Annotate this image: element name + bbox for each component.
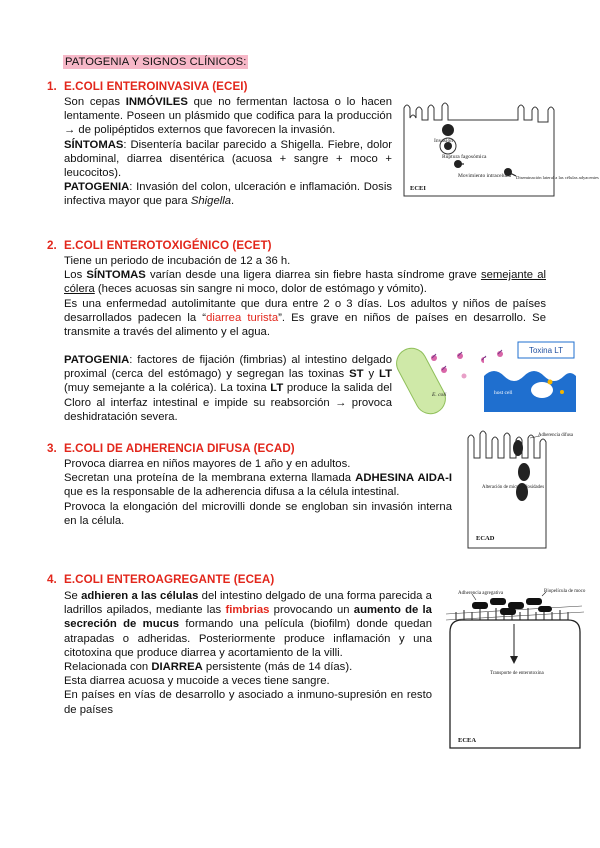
ecet-figure (404, 336, 576, 412)
section-1-number: 1. (47, 80, 57, 93)
ecea-label-biopelicula: Biopelícula de moco (544, 589, 586, 594)
section-3-title: E.COLI DE ADHERENCIA DIFUSA (ECAD) (64, 442, 295, 455)
section-4-title: E.COLI ENTEROAGREGANTE (ECEA) (64, 573, 275, 586)
ecea-label-adherencia: Adherencia agregativa (458, 591, 504, 596)
s1-paragraph-2: SÍNTOMAS: Disentería bacilar parecido a Shigella. Fiebre, dolor abdominal, diarrea disentérica (acuosa + sangre + moco + leucocitos). (64, 138, 392, 180)
s3-paragraph-3: Provoca la elongación del microvilli donde se engloban sin invasión interna en la célula. (64, 500, 452, 527)
ecei-label-movimiento: Movimiento intracelular (458, 173, 512, 179)
s2-paragraph-2: Los SÍNTOMAS varían desde una ligera diarrea sin fiebre hasta síndrome grave semejante al cólera (heces acuosas sin sangre ni moco, dolor de estómago y vómito). (64, 269, 546, 296)
section-1-title: E.COLI ENTEROINVASIVA (ECEI) (64, 80, 248, 93)
s3-paragraph-2: Secretan una proteína de la membrana externa llamada ADHESINA AIDA-I que es la responsable de la adherencia difusa a la célula intestinal. (64, 472, 452, 499)
section-4-body (64, 589, 432, 717)
s1-paragraph-3: PATOGENIA: Invasión del colon, ulceración e inflamación. Dosis infectiva mayor que para Shigella. (64, 181, 392, 208)
s4-paragraph-4: En países en vías de desarrollo y asociado a inmuno-supresión en resto de países (64, 689, 432, 716)
section-4-number: 4. (47, 573, 57, 586)
section-2-heading (47, 239, 272, 252)
ecei-label-invasion: Invasión (434, 138, 453, 144)
s2-paragraph-1: Tiene un periodo de incubación de 12 a 36 h. (64, 255, 291, 267)
ecea-label-transporte: Transporte de enterotoxina (490, 671, 544, 676)
s3-paragraph-1: Provoca diarrea en niños mayores de 1 año y en adultos. (64, 458, 351, 470)
ecea-figure (442, 584, 588, 754)
ecad-label-alteracion: Alteración de microvellosidades (482, 485, 545, 490)
s1-paragraph-1: Son cepas INMÓVILES que no fermentan lactosa o lo hacen lentamente. Poseen un plásmido que codifica para la producción → de polipéptidos externos que favorecen la invasión. (64, 96, 392, 137)
s4-paragraph-2: Relacionada con DIARREA persistente (más de 14 días). (64, 661, 353, 674)
ecad-label-adherencia: Adherencia difusa (538, 433, 574, 438)
ecei-figure (398, 100, 599, 200)
ecea-tag: ECEA (458, 737, 477, 744)
section-1-body (64, 95, 392, 209)
ecet-label-host: host cell (494, 390, 513, 396)
ecet-label-toxina: Toxina LT (528, 346, 564, 355)
ecei-tag: ECEI (410, 185, 426, 192)
ecet-label-ecoli: E. coli (432, 392, 447, 398)
page-title: PATOGENIA Y SIGNOS CLÍNICOS: (65, 56, 247, 68)
s4-paragraph-3: Esta diarrea acuosa y mucoide a veces tiene sangre. (64, 675, 330, 688)
section-2-body (64, 254, 546, 339)
section-4-heading (47, 573, 274, 586)
section-2-title: E.COLI ENTEROTOXIGÉNICO (ECET) (64, 239, 272, 252)
section-1-heading (47, 80, 248, 93)
section-3-heading (47, 442, 295, 455)
section-3-body (64, 457, 452, 528)
ecei-label-diseminacion: Diseminación lateral a las células adyacentes (516, 175, 599, 180)
section-2-patogenia: PATOGENIA: factores de fijación (fimbrias) al intestino delgado proximal (cerca del estómago) y segregan las toxinas ST y LT (muy semejante a la colérica). La toxina LT produce la salida del Cloro al interfaz intestinal e impide su reabsorción → provoca deshidratación severa. (64, 354, 393, 423)
s2-paragraph-3: Es una enfermedad autolimitante que dura entre 2 o 3 días. Los adultos y niños de países desarrollados padecen la “diarrea turista”. Es grave en niños de países en desarrollo. Se transmite a través del alimento y el agua. (64, 297, 547, 339)
ecad-tag: ECAD (476, 535, 495, 542)
section-3-number: 3. (47, 442, 57, 455)
s4-paragraph-1: Se adhieren a las células del intestino delgado de una forma parecida a ladrillos apilados, mediante las fimbrias provocando un aumento de la secreción de mucus formando una película (biofilm) donde quedan atrapadas o adheridas. Posteriormente produce inflamación y una citotoxina que produce diarrea y acortamiento de la villi. (64, 590, 432, 659)
ecad-figure (462, 428, 574, 550)
section-2-number: 2. (47, 239, 57, 252)
ecei-label-ruptura: Ruptura fagosómica (442, 154, 487, 160)
